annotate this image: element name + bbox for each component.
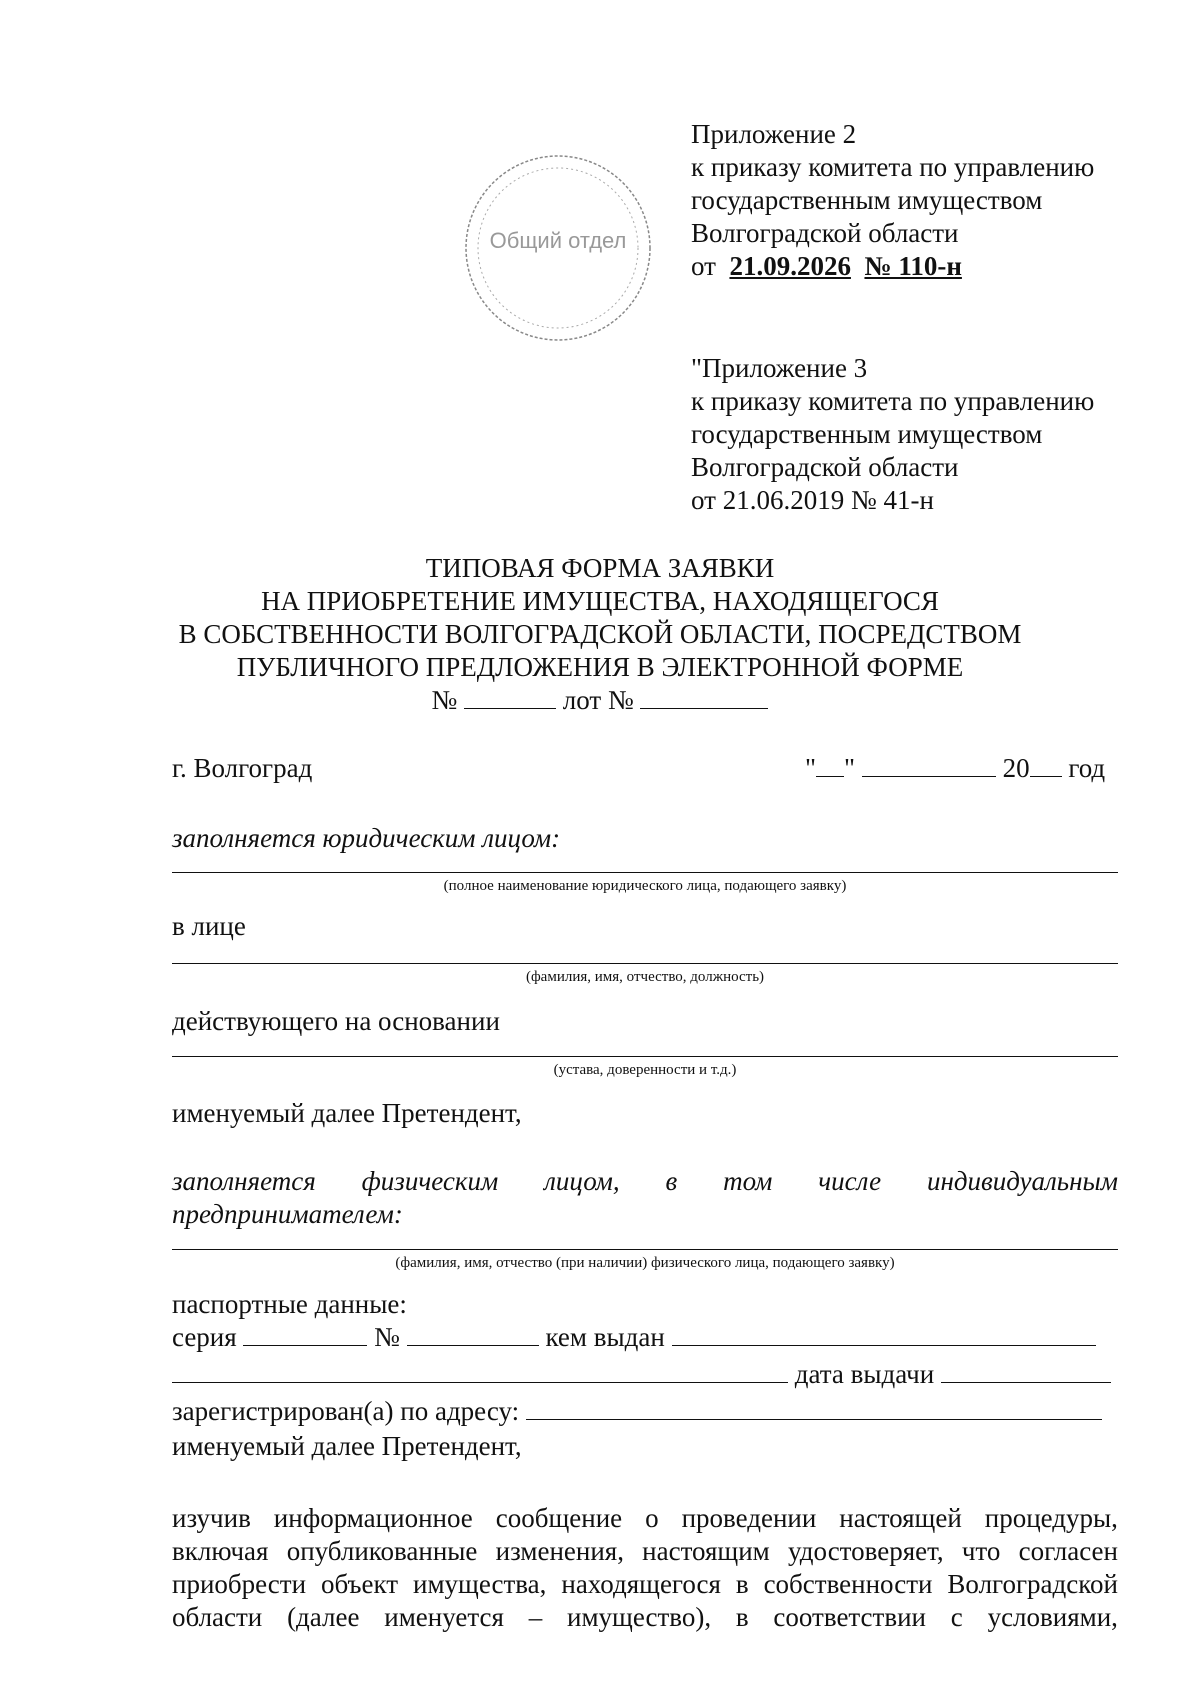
word: включая: [172, 1536, 269, 1566]
issued-by-field-continued[interactable]: [172, 1360, 788, 1383]
word: приобрести: [172, 1569, 307, 1599]
individual-heading: [172, 1165, 1118, 1198]
passport-series-line: [172, 1321, 1096, 1354]
word: настоящим: [642, 1536, 770, 1566]
word: изучив: [172, 1503, 251, 1533]
word: согласен: [1018, 1536, 1118, 1566]
word: изменения,: [495, 1536, 624, 1566]
word: в: [735, 1602, 749, 1632]
word: условиями,: [987, 1602, 1118, 1632]
order-date: 21.09.2026: [729, 251, 851, 281]
word: области: [172, 1602, 263, 1632]
appendix-2-line: Волгоградской области: [691, 218, 959, 248]
appendix-3-line: государственным имуществом: [691, 419, 1043, 449]
general-department-stamp: [458, 148, 658, 348]
lot-number-label: лот №: [562, 685, 634, 715]
issued-by-label: кем выдан: [545, 1322, 665, 1352]
quote-close: ": [844, 753, 856, 783]
heading-word: числе: [818, 1166, 882, 1196]
passport-number-field[interactable]: [407, 1323, 539, 1346]
registered-label: зарегистрирован(а) по адресу:: [172, 1396, 520, 1426]
individual-name-field[interactable]: [172, 1249, 1118, 1250]
form-title: [100, 552, 1100, 717]
appendix-2-line: государственным имуществом: [691, 185, 1043, 215]
heading-word: том: [723, 1166, 773, 1196]
appendix-2-block: [691, 118, 1094, 283]
year-field[interactable]: [1030, 754, 1062, 777]
issue-date-field[interactable]: [941, 1360, 1111, 1383]
heading-word: в: [665, 1166, 678, 1196]
form-title-line: ТИПОВАЯ ФОРМА ЗАЯВКИ: [425, 553, 775, 583]
series-field[interactable]: [243, 1323, 367, 1346]
form-title-line: В СОБСТВЕННОСТИ ВОЛГОГРАДСКОЙ ОБЛАСТИ, ПОСРЕДСТВОМ: [178, 619, 1022, 649]
year-suffix: год: [1068, 753, 1106, 783]
paragraph-line: [172, 1601, 1118, 1634]
word: сообщение: [495, 1503, 623, 1533]
word: соответствии: [773, 1602, 926, 1632]
word: в: [735, 1569, 749, 1599]
word: находящегося: [561, 1569, 721, 1599]
appendix-2-date-line: [691, 250, 1094, 283]
word: собственности: [763, 1569, 933, 1599]
series-label: серия: [172, 1322, 237, 1352]
issued-by-field[interactable]: [672, 1323, 1096, 1346]
passport-issue-line: [172, 1358, 1111, 1391]
quote-open: ": [805, 753, 817, 783]
paragraph-line: [172, 1535, 1118, 1568]
word: с: [950, 1602, 963, 1632]
word: имущество),: [567, 1602, 712, 1632]
word: процедуры,: [984, 1503, 1118, 1533]
issue-date-label: дата выдачи: [794, 1359, 935, 1389]
lot-number-field[interactable]: [640, 686, 768, 709]
order-number: № 110-н: [864, 251, 962, 281]
legal-entity-name-field[interactable]: [172, 872, 1118, 873]
legal-entity-heading: заполняется юридическим лицом:: [172, 823, 561, 853]
acting-basis-label: действующего на основании: [172, 1006, 500, 1036]
appendix-3-line: от 21.06.2019 № 41-н: [691, 485, 934, 515]
registration-line: [172, 1395, 1102, 1428]
heading-word: лицом,: [544, 1166, 620, 1196]
word: Волгоградской: [947, 1569, 1118, 1599]
representative-field[interactable]: [172, 963, 1118, 964]
word: удостоверяет,: [787, 1536, 944, 1566]
application-number-label: №: [431, 685, 458, 715]
day-field[interactable]: [816, 754, 844, 777]
word: о: [645, 1503, 659, 1533]
paragraph-line: [172, 1502, 1118, 1535]
word: именуется: [384, 1602, 504, 1632]
basis-field[interactable]: [172, 1056, 1118, 1057]
legal-entity-name-caption: (полное наименование юридического лица, подающего заявку): [443, 878, 847, 894]
appendix-3-block: [691, 352, 1094, 517]
application-number-line: [100, 684, 1100, 717]
form-title-line: НА ПРИОБРЕТЕНИЕ ИМУЩЕСТВА, НАХОДЯЩЕГОСЯ: [261, 586, 939, 616]
application-number-field[interactable]: [464, 686, 556, 709]
representative-caption: (фамилия, имя, отчество, должность): [525, 969, 765, 985]
heading-word: физическим: [361, 1166, 499, 1196]
paragraph-line: [172, 1568, 1118, 1601]
word: проведении: [681, 1503, 817, 1533]
year-prefix: 20: [1002, 753, 1030, 783]
form-title-line: ПУБЛИЧНОГО ПРЕДЛОЖЕНИЯ В ЭЛЕКТРОННОЙ ФОРМЕ: [236, 652, 964, 682]
legal-entity-named-applicant: именуемый далее Претендент,: [172, 1098, 522, 1128]
appendix-2-line: к приказу комитета по управлению: [691, 152, 1095, 182]
appendix-2-line: Приложение 2: [691, 119, 857, 149]
statement-paragraph: [172, 1502, 1118, 1634]
month-field[interactable]: [862, 754, 996, 777]
word: (далее: [287, 1602, 360, 1632]
word: информационное: [273, 1503, 473, 1533]
date-line: [805, 752, 1105, 785]
stamp-label: Общий отдел: [489, 228, 627, 253]
in-person-label: в лице: [172, 911, 246, 941]
city-label: г. Волгоград: [172, 753, 313, 783]
word: –: [528, 1602, 543, 1632]
passport-number-label: №: [374, 1322, 400, 1352]
heading-word: заполняется: [172, 1166, 316, 1196]
heading-word: индивидуальным: [926, 1166, 1118, 1196]
individual-heading-line-2: предпринимателем:: [172, 1199, 403, 1229]
passport-label: паспортные данные:: [172, 1289, 407, 1319]
word: что: [961, 1536, 1001, 1566]
date-prefix: от: [691, 251, 716, 281]
basis-caption: (устава, доверенности и т.д.): [553, 1062, 737, 1078]
word: опубликованные: [286, 1536, 478, 1566]
registration-address-field[interactable]: [526, 1397, 1102, 1420]
individual-name-caption: (фамилия, имя, отчество (при наличии) физического лица, подающего заявку): [395, 1255, 895, 1271]
individual-named-applicant: именуемый далее Претендент,: [172, 1431, 522, 1461]
word: имущества,: [413, 1569, 547, 1599]
word: объект: [320, 1569, 399, 1599]
appendix-3-line: к приказу комитета по управлению: [691, 386, 1095, 416]
appendix-3-line: Волгоградской области: [691, 452, 959, 482]
appendix-3-line: "Приложение 3: [691, 353, 868, 383]
word: настоящей: [839, 1503, 962, 1533]
